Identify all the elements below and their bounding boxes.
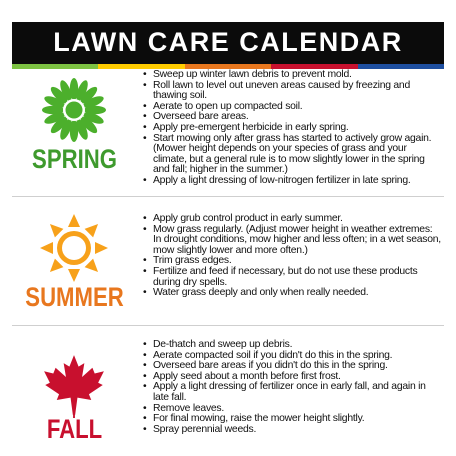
list-item: • Fertilize and feed if necessary, but do not use these products during dry spells.: [143, 267, 443, 288]
list-item: • Start mowing only after grass has started to actively grow again. (Mower height depends on your species of grass and your climate, but a general rule is to mow slightly lower in the spring and fall; higher in the summer.): [143, 134, 443, 176]
fall-tips-list: [143, 340, 443, 435]
season-label-fall: FALL: [46, 414, 103, 444]
spring-section: [12, 70, 444, 195]
list-item: • Apply a light dressing of fertilizer once in early fall, and again in late fall.: [143, 382, 443, 403]
calendar-header: [12, 22, 444, 64]
list-item: • Sweep up winter lawn debris to prevent mold.: [143, 70, 443, 81]
list-item: • Aerate compacted soil if you didn't do this in the spring.: [143, 351, 443, 362]
section-divider: [12, 325, 444, 326]
list-item: • Overseed bare areas.: [143, 112, 443, 123]
list-item: • For final mowing, raise the mower height slightly.: [143, 414, 443, 425]
list-item: • Apply a light dressing of low-nitrogen fertilizer in late spring.: [143, 176, 443, 187]
page-title: LAWN CARE CALENDAR: [53, 27, 403, 57]
list-item: • Water grass deeply and only when really needed.: [143, 288, 443, 299]
list-item: • Overseed bare areas if you didn't do this in the spring.: [143, 361, 443, 372]
list-item: • Apply grub control product in early summer.: [143, 214, 443, 225]
summer-section: [12, 212, 444, 322]
list-item: • Remove leaves.: [143, 404, 443, 415]
list-item: • Aerate to open up compacted soil.: [143, 102, 443, 113]
stripe-green: [12, 64, 98, 69]
stripe-blue: [358, 64, 444, 69]
list-item: • Apply seed about a month before first frost.: [143, 372, 443, 383]
list-item: • Apply pre-emergent herbicide in early spring.: [143, 123, 443, 134]
list-item: • De-thatch and sweep up debris.: [143, 340, 443, 351]
list-item: • Mow grass regularly. (Adjust mower height in weather extremes: In drought conditions, mow higher and less often; in a wet season, mow slightly lower and more often.): [143, 225, 443, 257]
flower-icon: [12, 76, 137, 144]
sun-icon: [12, 212, 137, 284]
section-divider: [12, 196, 444, 197]
summer-tips-list: [143, 214, 443, 299]
maple-leaf-icon: [12, 352, 137, 418]
spring-tips-list: [143, 70, 443, 187]
list-item: • Roll lawn to level out uneven areas caused by freezing and thawing soil.: [143, 81, 443, 102]
fall-section: [12, 338, 444, 453]
season-label-summer: SUMMER: [25, 282, 124, 312]
season-label-spring: SPRING: [32, 144, 117, 174]
list-item: • Spray perennial weeds.: [143, 425, 443, 436]
list-item: • Trim grass edges.: [143, 256, 443, 267]
